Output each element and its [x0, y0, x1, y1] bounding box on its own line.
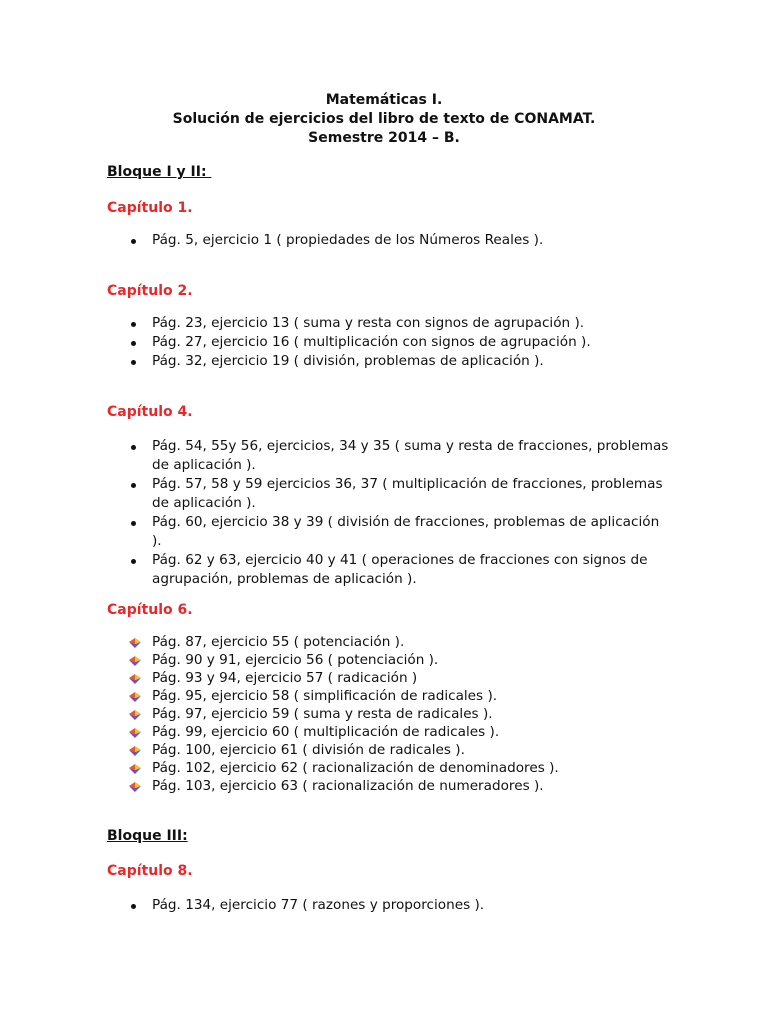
list-item-text: Pág. 102, ejercicio 62 ( racionalización de denominadores ). — [152, 760, 559, 776]
list-item — [129, 705, 669, 723]
list-item — [129, 687, 669, 705]
chapter-2-list — [129, 314, 669, 371]
list-item — [129, 759, 669, 777]
chapter-6-list — [129, 633, 669, 795]
list-item — [129, 633, 669, 651]
list-item-text: Pág. 87, ejercicio 55 ( potenciación ). — [152, 634, 405, 650]
list-item-text: Pág. 57, 58 y 59 ejercicios 36, 37 ( multiplicación de fracciones, problemas de aplicación ). — [152, 476, 663, 511]
list-item — [129, 651, 669, 669]
list-item — [129, 896, 669, 915]
list-item — [129, 513, 669, 551]
list-item-text: Pág. 103, ejercicio 63 ( racionalización de numeradores ). — [152, 778, 544, 794]
list-item-text: Pág. 93 y 94, ejercicio 57 ( radicación ) — [152, 670, 418, 686]
list-item-text: Pág. 95, ejercicio 58 ( simplificación de radicales ). — [152, 688, 498, 704]
list-item — [129, 475, 669, 513]
header-subtitle: Solución de ejercicios del libro de texto de CONAMAT. — [172, 111, 596, 127]
list-item — [129, 314, 669, 333]
block-title-i-ii: Bloque I y II: — [107, 164, 212, 180]
chapter-4-list — [129, 437, 669, 589]
document-header — [0, 91, 768, 148]
chapter-6-heading: Capítulo 6. — [107, 602, 193, 618]
list-item-text: Pág. 27, ejercicio 16 ( multiplicación con signos de agrupación ). — [152, 334, 591, 350]
block-title-iii: Bloque III: — [107, 828, 188, 844]
list-item-text: Pág. 62 y 63, ejercicio 40 y 41 ( operaciones de fracciones con signos de agrupación, problemas de aplicación ). — [152, 552, 648, 587]
chapter-1-heading: Capítulo 1. — [107, 200, 193, 216]
list-item-text: Pág. 5, ejercicio 1 ( propiedades de los Números Reales ). — [152, 232, 544, 248]
header-semester: Semestre 2014 – B. — [308, 130, 460, 146]
list-item-text: Pág. 97, ejercicio 59 ( suma y resta de radicales ). — [152, 706, 493, 722]
list-item — [129, 352, 669, 371]
list-item-text: Pág. 100, ejercicio 61 ( división de radicales ). — [152, 742, 465, 758]
list-item — [129, 723, 669, 741]
list-item-text: Pág. 23, ejercicio 13 ( suma y resta con signos de agrupación ). — [152, 315, 585, 331]
list-item — [129, 551, 669, 589]
list-item — [129, 231, 669, 250]
header-course-title: Matemáticas I. — [325, 92, 443, 108]
list-item — [129, 437, 669, 475]
chapter-4-heading: Capítulo 4. — [107, 404, 193, 420]
list-item — [129, 741, 669, 759]
chapter-8-list — [129, 896, 669, 915]
chapter-8-heading: Capítulo 8. — [107, 863, 193, 879]
list-item — [129, 333, 669, 352]
chapter-1-list — [129, 231, 669, 250]
list-item-text: Pág. 99, ejercicio 60 ( multiplicación de radicales ). — [152, 724, 500, 740]
list-item-text: Pág. 32, ejercicio 19 ( división, problemas de aplicación ). — [152, 353, 544, 369]
list-item — [129, 777, 669, 795]
list-item-text: Pág. 60, ejercicio 38 y 39 ( división de fracciones, problemas de aplicación ). — [152, 514, 660, 549]
list-item-text: Pág. 134, ejercicio 77 ( razones y proporciones ). — [152, 897, 485, 913]
chapter-2-heading: Capítulo 2. — [107, 283, 193, 299]
list-item-text: Pág. 90 y 91, ejercicio 56 ( potenciación ). — [152, 652, 439, 668]
list-item-text: Pág. 54, 55y 56, ejercicios, 34 y 35 ( suma y resta de fracciones, problemas de aplicación ). — [152, 438, 669, 473]
list-item — [129, 669, 669, 687]
